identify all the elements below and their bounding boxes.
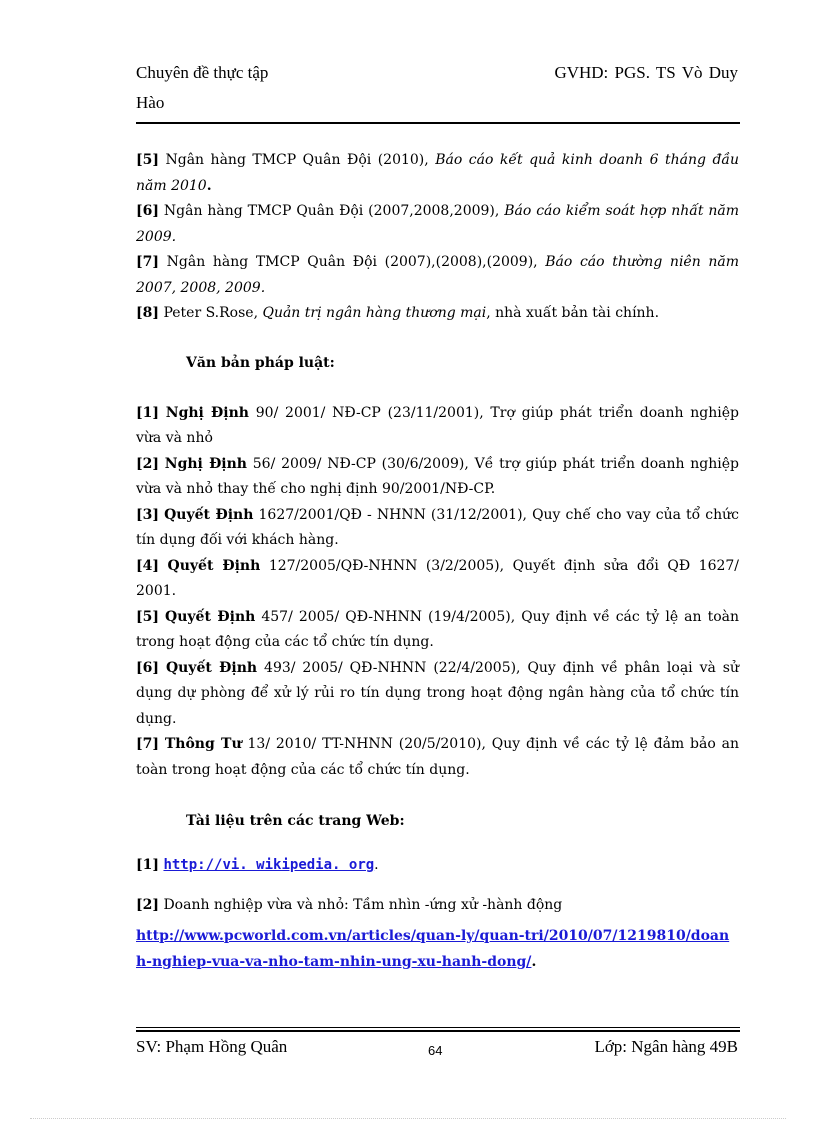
legal-number: [6]	[136, 659, 159, 676]
ref-title: Báo cáo kết quả kinh doanh 6 tháng đầu năm 2010	[136, 152, 740, 194]
reference-item	[136, 250, 739, 301]
reference-item	[136, 148, 739, 199]
section-heading-legal: Văn bản pháp luật:	[186, 354, 335, 371]
legal-kind: Nghị Định	[165, 404, 249, 421]
legal-number: [5]	[136, 608, 159, 625]
legal-kind: Nghị Định	[164, 455, 247, 472]
legal-number: [3]	[136, 506, 159, 523]
ref-number: [5]	[136, 152, 159, 168]
ref-number: [6]	[136, 203, 159, 219]
web-list	[136, 853, 739, 975]
footer-divider-bottom	[136, 1030, 740, 1032]
legal-kind: Thông Tư	[164, 736, 242, 752]
legal-number: [2]	[136, 455, 159, 472]
ref-title: Quản trị ngân hàng thương mại	[262, 305, 487, 321]
ref-author: Ngân hàng TMCP Quân Đội (2007,2008,2009),	[163, 203, 500, 219]
legal-item	[136, 503, 739, 554]
header-left: Chuyên đề thực tập	[136, 63, 269, 82]
legal-number: [1]	[136, 404, 159, 421]
reference-item	[136, 199, 739, 250]
legal-text: 1627/2001/QĐ - NHNN (31/12/2001), Quy chế cho vay của tổ chức tín dụng đối với khách hàng.	[136, 506, 740, 548]
web-link-pcworld[interactable]: http://www.pcworld.com.vn/articles/quan-ly/quan-tri/2010/07/1219810/doanh-nghiep-vua-va-nho-tam-nhin-ung-xu-hanh-dong/	[136, 928, 730, 970]
legal-item	[136, 605, 739, 656]
web-suffix: .	[374, 857, 379, 873]
ref-number: [8]	[136, 305, 159, 321]
web-item-link	[136, 924, 739, 975]
legal-number: [7]	[136, 736, 159, 752]
legal-list	[136, 401, 739, 784]
legal-kind: Quyết Định	[164, 506, 254, 523]
web-number: [1]	[136, 857, 159, 873]
ref-author: Ngân hàng TMCP Quân Đội (2007),(2008),(2009),	[166, 254, 538, 270]
ref-title: Báo cáo thường niên năm 2007, 2008, 2009.	[136, 254, 739, 296]
ref-suffix: .	[206, 177, 212, 194]
web-item	[136, 893, 739, 919]
footer-class: Lớp: Ngân hàng 49B	[594, 1037, 738, 1056]
document-body	[136, 148, 739, 975]
legal-kind: Quyết Định	[167, 557, 261, 574]
legal-item	[136, 452, 739, 503]
web-item	[136, 853, 739, 879]
header-divider	[136, 122, 740, 124]
web-number: [2]	[136, 896, 159, 913]
legal-item	[136, 554, 739, 605]
legal-text: 457/ 2005/ QĐ-NHNN (19/4/2005), Quy định về các tỷ lệ an toàn trong hoạt động của các tổ chức tín dụng.	[136, 608, 739, 650]
legal-item	[136, 732, 739, 783]
ref-author: Peter S.Rose,	[163, 305, 259, 321]
legal-kind: Quyết Định	[165, 659, 258, 676]
legal-text: 127/2005/QĐ-NHNN (3/2/2005), Quyết định sửa đổi QĐ 1627/ 2001.	[136, 557, 740, 599]
legal-item	[136, 401, 739, 452]
footer-student: SV: Phạm Hồng Quân	[136, 1037, 288, 1056]
reference-list	[136, 148, 739, 327]
legal-text: 493/ 2005/ QĐ-NHNN (22/4/2005), Quy định về phân loại và sử dụng dự phòng để xử lý rủi ro tín dụng trong hoạt động ngân hàng của tổ chức tín dụng.	[136, 659, 739, 727]
ref-author: Ngân hàng TMCP Quân Đội (2010),	[165, 152, 429, 168]
ref-number: [7]	[136, 254, 159, 270]
reference-item	[136, 301, 739, 327]
legal-text: 13/ 2010/ TT-NHNN (20/5/2010), Quy định về các tỷ lệ đảm bảo an toàn trong hoạt động của các tổ chức tín dụng.	[136, 736, 740, 778]
legal-item	[136, 656, 739, 733]
legal-kind: Quyết Định	[165, 608, 256, 625]
footer-divider-top	[136, 1027, 740, 1028]
ref-suffix: , nhà xuất bản tài chính.	[486, 305, 660, 321]
header-left-line2: Hào	[136, 93, 165, 112]
legal-text: 56/ 2009/ NĐ-CP (30/6/2009), Về trợ giúp phát triển doanh nghiệp vừa và nhỏ thay thế cho nghị định 90/2001/NĐ-CP.	[136, 455, 739, 497]
web-title: Doanh nghiệp vừa và nhỏ: Tầm nhìn -ứng xử -hành động	[163, 896, 563, 913]
header-right: GVHD: PGS. TS Vò Duy	[554, 63, 738, 82]
page-bottom-border	[30, 1118, 786, 1119]
legal-number: [4]	[136, 557, 159, 574]
section-heading-web: Tài liệu trên các trang Web:	[186, 813, 405, 829]
page-number: 64	[428, 1043, 443, 1058]
legal-text: 90/ 2001/ NĐ-CP (23/11/2001), Trợ giúp phát triển doanh nghiệp vừa và nhỏ	[136, 404, 740, 446]
ref-title: Báo cáo kiểm soát hợp nhất năm 2009.	[136, 203, 740, 245]
web-suffix: .	[531, 953, 537, 970]
web-link-wikipedia[interactable]: http://vi. wikipedia. org	[163, 857, 375, 873]
